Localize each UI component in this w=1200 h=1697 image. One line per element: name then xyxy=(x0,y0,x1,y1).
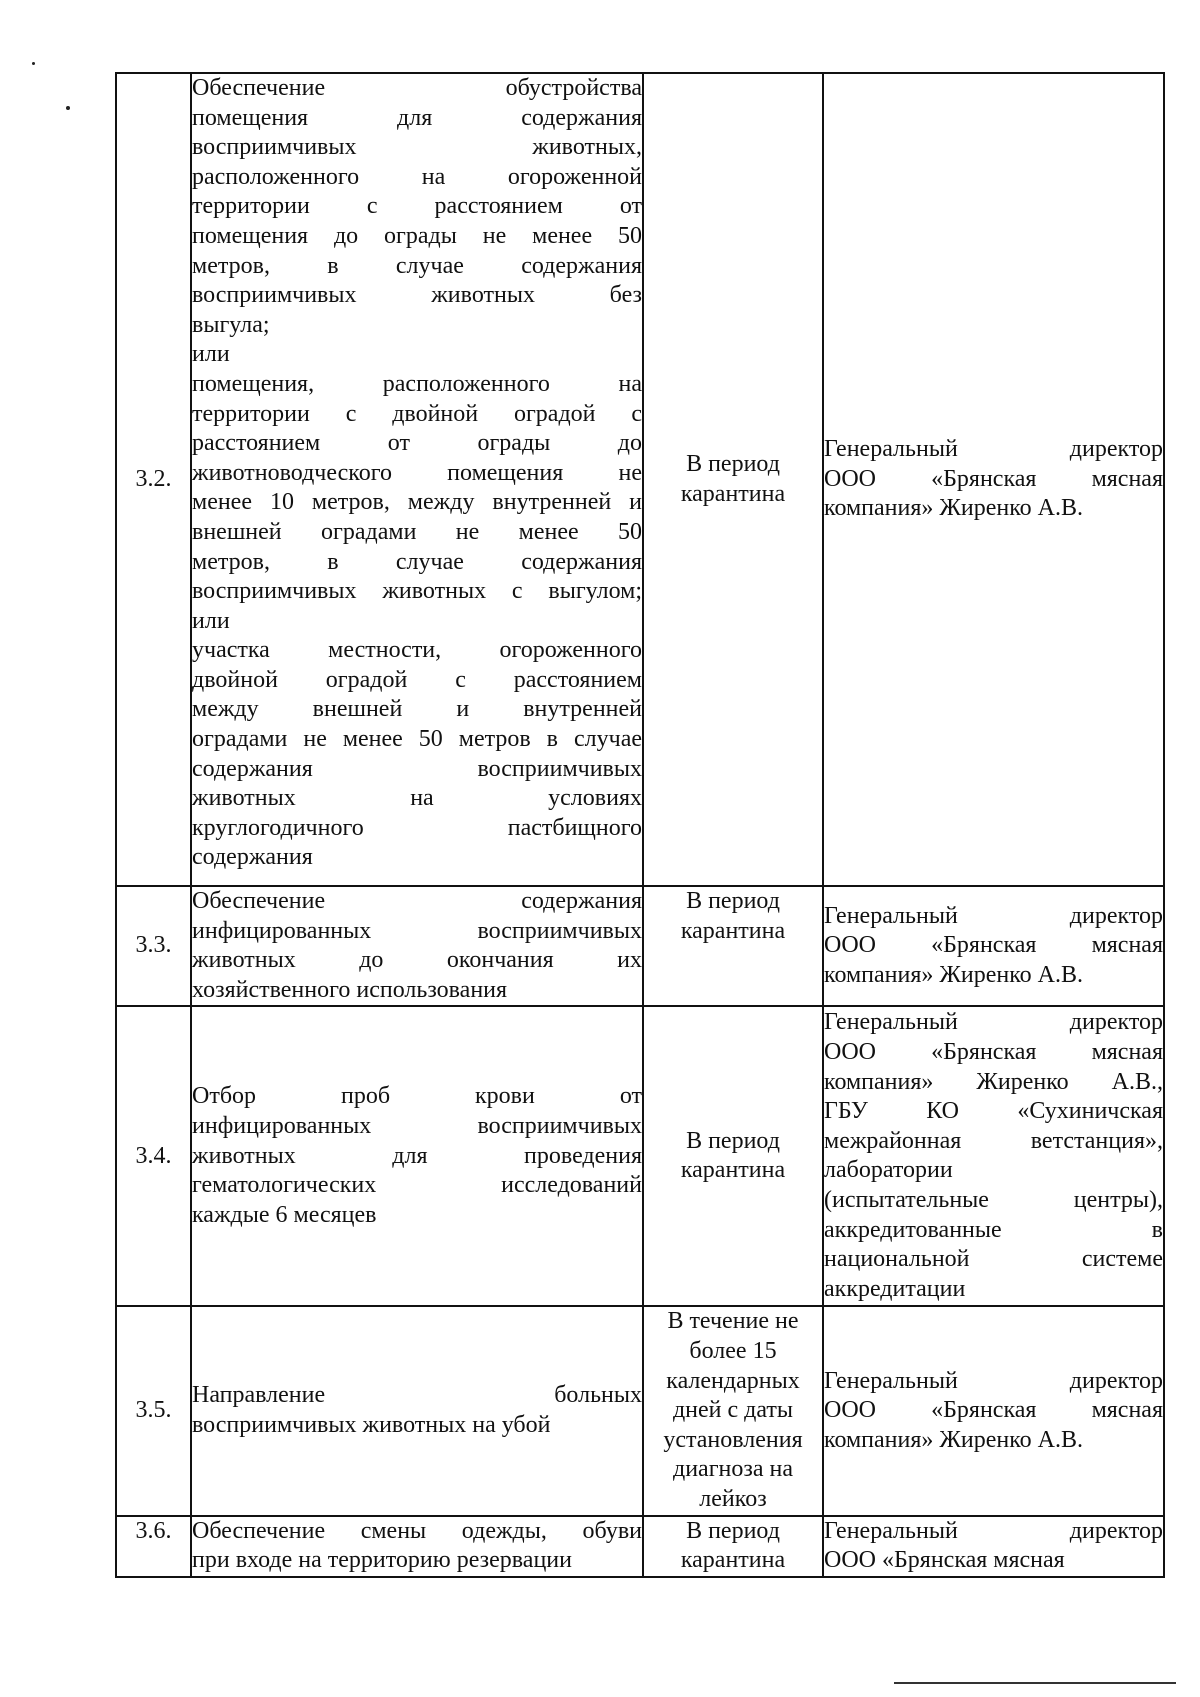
measure-responsible-line: межрайонная ветстанция», xyxy=(824,1127,1163,1154)
footer-rule xyxy=(894,1682,1176,1684)
measure-responsible xyxy=(823,1006,1164,1306)
measure-description-line: помещения до ограды не менее 50 xyxy=(192,222,642,249)
measure-description-line: восприимчивых животных с выгулом; xyxy=(192,578,642,605)
measure-description-line: двойной оградой с расстоянием xyxy=(192,666,642,693)
measure-description-line: животноводческого помещения не xyxy=(192,459,642,486)
measure-term-line: В период xyxy=(686,1517,780,1544)
measure-term xyxy=(643,1306,823,1515)
measure-description-line: инфицированных восприимчивых xyxy=(192,917,642,944)
measure-term xyxy=(643,73,823,886)
table-row xyxy=(116,73,1164,886)
measure-description-line: метров, в случае содержания xyxy=(192,548,642,575)
table-row xyxy=(116,886,1164,1006)
measure-description-line: территории с расстоянием от xyxy=(192,193,642,220)
measure-description-line: восприимчивых животных без xyxy=(192,282,642,309)
measure-term-line: В период xyxy=(686,1127,780,1154)
measure-responsible-line: компания» Жиренко А.В. xyxy=(824,961,1084,988)
measure-description-line: Отбор проб крови от xyxy=(192,1083,642,1110)
measure-description-line: Обеспечение обустройства xyxy=(192,75,642,101)
measure-description-line: животных на условиях xyxy=(192,785,642,812)
measure-responsible-line: Генеральный директор xyxy=(824,1367,1163,1394)
measure-description-line: менее 10 метров, между внутренней и xyxy=(192,489,642,516)
measure-responsible-line: ООО «Брянская мясная xyxy=(824,1039,1163,1065)
measure-responsible-line: ГБУ КО «Сухиничская xyxy=(824,1098,1163,1125)
row-number: 3.5. xyxy=(116,1306,191,1515)
scan-speck xyxy=(32,62,35,65)
measure-description-line: помещения, расположенного на xyxy=(192,370,642,397)
measure-description xyxy=(191,886,643,1006)
measure-term-line: карантина xyxy=(680,480,786,507)
measure-term-line: карантина xyxy=(680,1547,786,1574)
measure-responsible-line: Генеральный директор xyxy=(824,436,1163,463)
measure-description-line: между внешней и внутренней xyxy=(192,696,642,723)
measure-description-line: восприимчивых животных на убой xyxy=(192,1411,551,1438)
row-number: 3.3. xyxy=(116,886,191,1006)
measure-description-line: круглогодичного пастбищного xyxy=(192,814,642,841)
measure-description xyxy=(191,1306,643,1515)
measure-term-line: более 15 xyxy=(689,1337,777,1364)
measure-description xyxy=(191,1006,643,1306)
table-row xyxy=(116,1006,1164,1306)
measure-term-line: лейкоз xyxy=(699,1485,767,1512)
table-row xyxy=(116,1306,1164,1515)
measure-responsible-line: Генеральный директор xyxy=(824,902,1163,929)
measure-description-line: метров, в случае содержания xyxy=(192,252,642,279)
measure-description-line: расстоянием от ограды до xyxy=(192,430,642,457)
measure-responsible-line: ООО «Брянская мясная xyxy=(824,1397,1163,1424)
measure-responsible-line: ООО «Брянская мясная xyxy=(824,932,1163,959)
measure-responsible-line: Генеральный директор xyxy=(824,1517,1163,1544)
measure-responsible-line: лаборатории xyxy=(824,1157,953,1184)
measure-term xyxy=(643,1516,823,1577)
measure-description xyxy=(191,73,643,886)
measure-term-line: В период xyxy=(686,888,780,914)
measure-responsible xyxy=(823,73,1164,886)
measure-description-line: каждые 6 месяцев xyxy=(192,1201,377,1228)
measure-responsible xyxy=(823,1516,1164,1577)
measures-table-body xyxy=(116,73,1164,1577)
measure-description-line: внешней оградами не менее 50 xyxy=(192,518,642,545)
measure-term-line: карантина xyxy=(680,917,786,944)
measure-description-line: хозяйственного использования xyxy=(192,976,508,1003)
measure-term-line: карантина xyxy=(680,1157,786,1184)
measure-responsible-line: ООО «Брянская мясная xyxy=(824,465,1163,492)
measure-term-line: календарных xyxy=(666,1367,800,1394)
measure-description-line: гематологических исследований xyxy=(192,1172,642,1199)
measure-description xyxy=(191,1516,643,1577)
scan-speck xyxy=(66,106,70,110)
measure-responsible-line: национальной системе xyxy=(824,1246,1163,1273)
measure-responsible xyxy=(823,1306,1164,1515)
measure-responsible-line: компания» Жиренко А.В. xyxy=(824,495,1084,522)
measures-table xyxy=(115,72,1165,1578)
measure-term-line: установления xyxy=(663,1426,803,1453)
measure-term xyxy=(643,1006,823,1306)
row-number: 3.6. xyxy=(116,1516,191,1577)
measure-responsible-line: компания» Жиренко А.В. xyxy=(824,1426,1084,1453)
measure-description-line: или xyxy=(192,607,230,634)
measure-responsible-line: (испытательные центры), xyxy=(824,1186,1163,1213)
measure-description-line: участка местности, огороженного xyxy=(192,637,642,664)
table-row xyxy=(116,1516,1164,1577)
measure-description-line: Обеспечение содержания xyxy=(192,888,642,914)
measure-description-line: выгула; xyxy=(192,311,270,338)
measure-description-line: Обеспечение смены одежды, обуви xyxy=(192,1517,642,1544)
measure-description-line: или xyxy=(192,341,230,368)
measure-term-line: В период xyxy=(686,450,780,477)
measure-responsible xyxy=(823,886,1164,1006)
measure-responsible-line: аккредитованные в xyxy=(824,1216,1163,1243)
measure-description-line: оградами не менее 50 метров в случае xyxy=(192,726,642,753)
measure-responsible-line: аккредитации xyxy=(824,1275,966,1302)
measure-responsible-line: ООО «Брянская мясная xyxy=(824,1547,1065,1574)
measure-description-line: территории с двойной оградой с xyxy=(192,400,642,427)
measure-description-line: восприимчивых животных, xyxy=(192,134,642,161)
measure-description-line: при входе на территорию резервации xyxy=(192,1547,572,1574)
measure-description-line: расположенного на огороженной xyxy=(192,163,642,190)
measure-description-line: помещения для содержания xyxy=(192,104,642,131)
measure-description-line: животных до окончания их xyxy=(192,947,642,974)
measure-term-line: В течение не xyxy=(667,1308,799,1335)
measure-description-line: животных для проведения xyxy=(192,1142,642,1169)
measure-responsible-line: Генеральный директор xyxy=(824,1009,1163,1036)
measure-description-line: инфицированных восприимчивых xyxy=(192,1112,642,1139)
measure-term xyxy=(643,886,823,1006)
measure-term-line: диагноза на xyxy=(672,1456,794,1483)
measure-description-line: содержания восприимчивых xyxy=(192,755,642,782)
row-number: 3.2. xyxy=(116,73,191,886)
measure-responsible-line: компания» Жиренко А.В., xyxy=(824,1068,1163,1095)
measure-term-line: дней с даты xyxy=(672,1397,794,1424)
measure-description-line: Направление больных xyxy=(192,1382,642,1409)
measure-description-line: содержания xyxy=(192,844,313,871)
row-number: 3.4. xyxy=(116,1006,191,1306)
